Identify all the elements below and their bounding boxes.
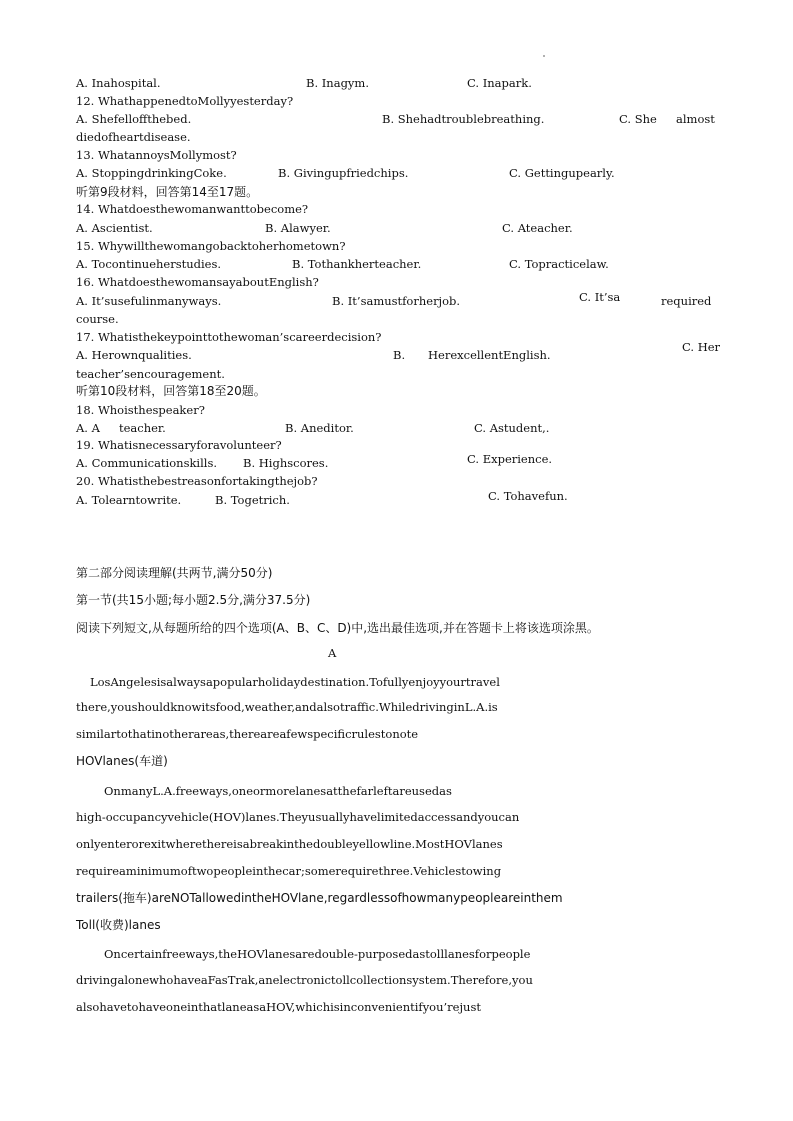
passage-subheading-toll: Toll(收费)lanes (76, 918, 161, 932)
q15-option-b[interactable]: B. Tothankherteacher. (292, 257, 422, 271)
section-10-heading: 听第10段材料，回答第18至20题。 (76, 384, 266, 398)
q12-option-b[interactable]: B. Shehadtroublebreathing. (382, 112, 545, 126)
q18-option-b[interactable]: B. Aneditor. (285, 421, 354, 435)
q20-option-a[interactable]: A. Tolearntowrite. (76, 493, 182, 507)
passage-subheading-hov: HOVlanes(车道) (76, 754, 168, 768)
q17-question: 17. Whatisthekeypointtothewoman’scareerdecision? (76, 330, 382, 344)
q16-option-a[interactable]: A. It’susefulinmanyways. (76, 294, 222, 308)
q12-option-a[interactable]: A. Shefelloffthebed. (76, 112, 192, 126)
q18-option-a-text: teacher. (119, 421, 166, 435)
q16-question: 16. WhatdoesthewomansayaboutEnglish? (76, 275, 319, 289)
passage-line: LosAngelesisalwaysapopularholidaydestination.Tofullyenjoyyourtravel (90, 675, 500, 689)
q15-option-a[interactable]: A. Tocontinueherstudies. (76, 257, 222, 271)
q16-option-b[interactable]: B. It’samustforherjob. (332, 294, 461, 308)
q19-option-a[interactable]: A. Communicationskills. (76, 456, 218, 470)
section-one-title: 第一节(共15小题;每小题2.5分,满分37.5分) (76, 593, 311, 607)
q20-option-b[interactable]: B. Togetrich. (215, 493, 290, 507)
passage-line: drivingalonewhohaveaFasTrak,anelectronictollcollectionsystem.Therefore,you (76, 973, 533, 987)
q12-option-c-cont: almost (676, 112, 715, 126)
q15-question: 15. Whywillthewomangobacktoherhometown? (76, 239, 346, 253)
q14-question: 14. Whatdoesthewomanwanttobecome? (76, 202, 309, 216)
q18-option-c[interactable]: C. Astudent,. (474, 421, 550, 435)
q13-option-c[interactable]: C. Gettingupearly. (509, 166, 615, 180)
q14-option-a[interactable]: A. Ascientist. (76, 221, 153, 235)
passage-line: trailers(拖车)areNOTallowedintheHOVlane,regardlessofhowmanypeopleareinthem (76, 891, 563, 905)
q12-option-c[interactable]: C. She (619, 112, 657, 126)
q14-option-c[interactable]: C. Ateacher. (502, 221, 573, 235)
part-two-title: 第二部分阅读理解(共两节,满分50分) (76, 566, 273, 580)
q13-option-a[interactable]: A. StoppingdrinkingCoke. (76, 166, 227, 180)
q17-option-c[interactable]: C. Her (682, 340, 721, 354)
passage-line: similartothatinotherareas,thereareafewspecificrulestonote (76, 727, 419, 741)
q12-question: 12. WhathappenedtoMollyyesterday? (76, 94, 294, 108)
q18-question: 18. Whoisthespeaker? (76, 403, 205, 417)
q12-option-c-wrap: diedofheartdisease. (76, 130, 191, 144)
q20-question: 20. Whatisthebestreasonfortakingthejob? (76, 474, 318, 488)
q11-option-c[interactable]: C. Inapark. (467, 76, 532, 90)
q16-option-c-cont: required (661, 294, 712, 308)
q15-option-c[interactable]: C. Topracticelaw. (509, 257, 609, 271)
q13-question: 13. WhatannoysMollymost? (76, 148, 237, 162)
passage-line: OnmanyL.A.freeways,oneormorelanesatthefarleftareusedas (104, 784, 452, 798)
q18-option-a[interactable]: A. A (76, 421, 100, 435)
passage-label: A (328, 646, 337, 660)
section-9-heading: 听第9段材料，回答第14至17题。 (76, 185, 259, 199)
q20-option-c[interactable]: C. Tohavefun. (488, 489, 568, 503)
passage-line: alsohavetohaveoneinthatlaneasaHOV,whichisinconvenientifyou’rejust (76, 1000, 481, 1014)
q17-option-b-text: HerexcellentEnglish. (428, 348, 551, 362)
q11-option-a[interactable]: A. Inahospital. (76, 76, 161, 90)
q17-option-a[interactable]: A. Herownqualities. (76, 348, 192, 362)
q19-option-c[interactable]: C. Experience. (467, 452, 553, 466)
q19-question: 19. Whatisnecessaryforavolunteer? (76, 438, 282, 452)
reading-instruction: 阅读下列短文,从每题所给的四个选项(A、B、C、D)中,选出最佳选项,并在答题卡上将该选项涂黑。 (76, 621, 599, 635)
q13-option-b[interactable]: B. Givingupfriedchips. (278, 166, 409, 180)
scan-speck (543, 55, 545, 57)
passage-line: Oncertainfreeways,theHOVlanesaredouble-purposedastolllanesforpeople (104, 947, 531, 961)
q16-option-c-wrap: course. (76, 312, 119, 326)
q17-option-c-wrap: teacher’sencouragement. (76, 367, 225, 381)
passage-line: onlyenterorexitwherethereisabreakinthedoubleyellowline.MostHOVlanes (76, 837, 503, 851)
passage-line: high-occupancyvehicle(HOV)lanes.Theyusuallyhavelimitedaccessandyoucan (76, 810, 520, 824)
q14-option-b[interactable]: B. Alawyer. (265, 221, 331, 235)
passage-line: there,youshouldknowitsfood,weather,andalsotraffic.WhiledrivinginL.A.is (76, 700, 498, 714)
passage-line: requireaminimumoftwopeopleinthecar;somerequirethree.Vehiclestowing (76, 864, 502, 878)
q17-option-b[interactable]: B. (393, 348, 406, 362)
q19-option-b[interactable]: B. Highscores. (243, 456, 329, 470)
q16-option-c[interactable]: C. It’sa (579, 290, 621, 304)
q11-option-b[interactable]: B. Inagym. (306, 76, 369, 90)
